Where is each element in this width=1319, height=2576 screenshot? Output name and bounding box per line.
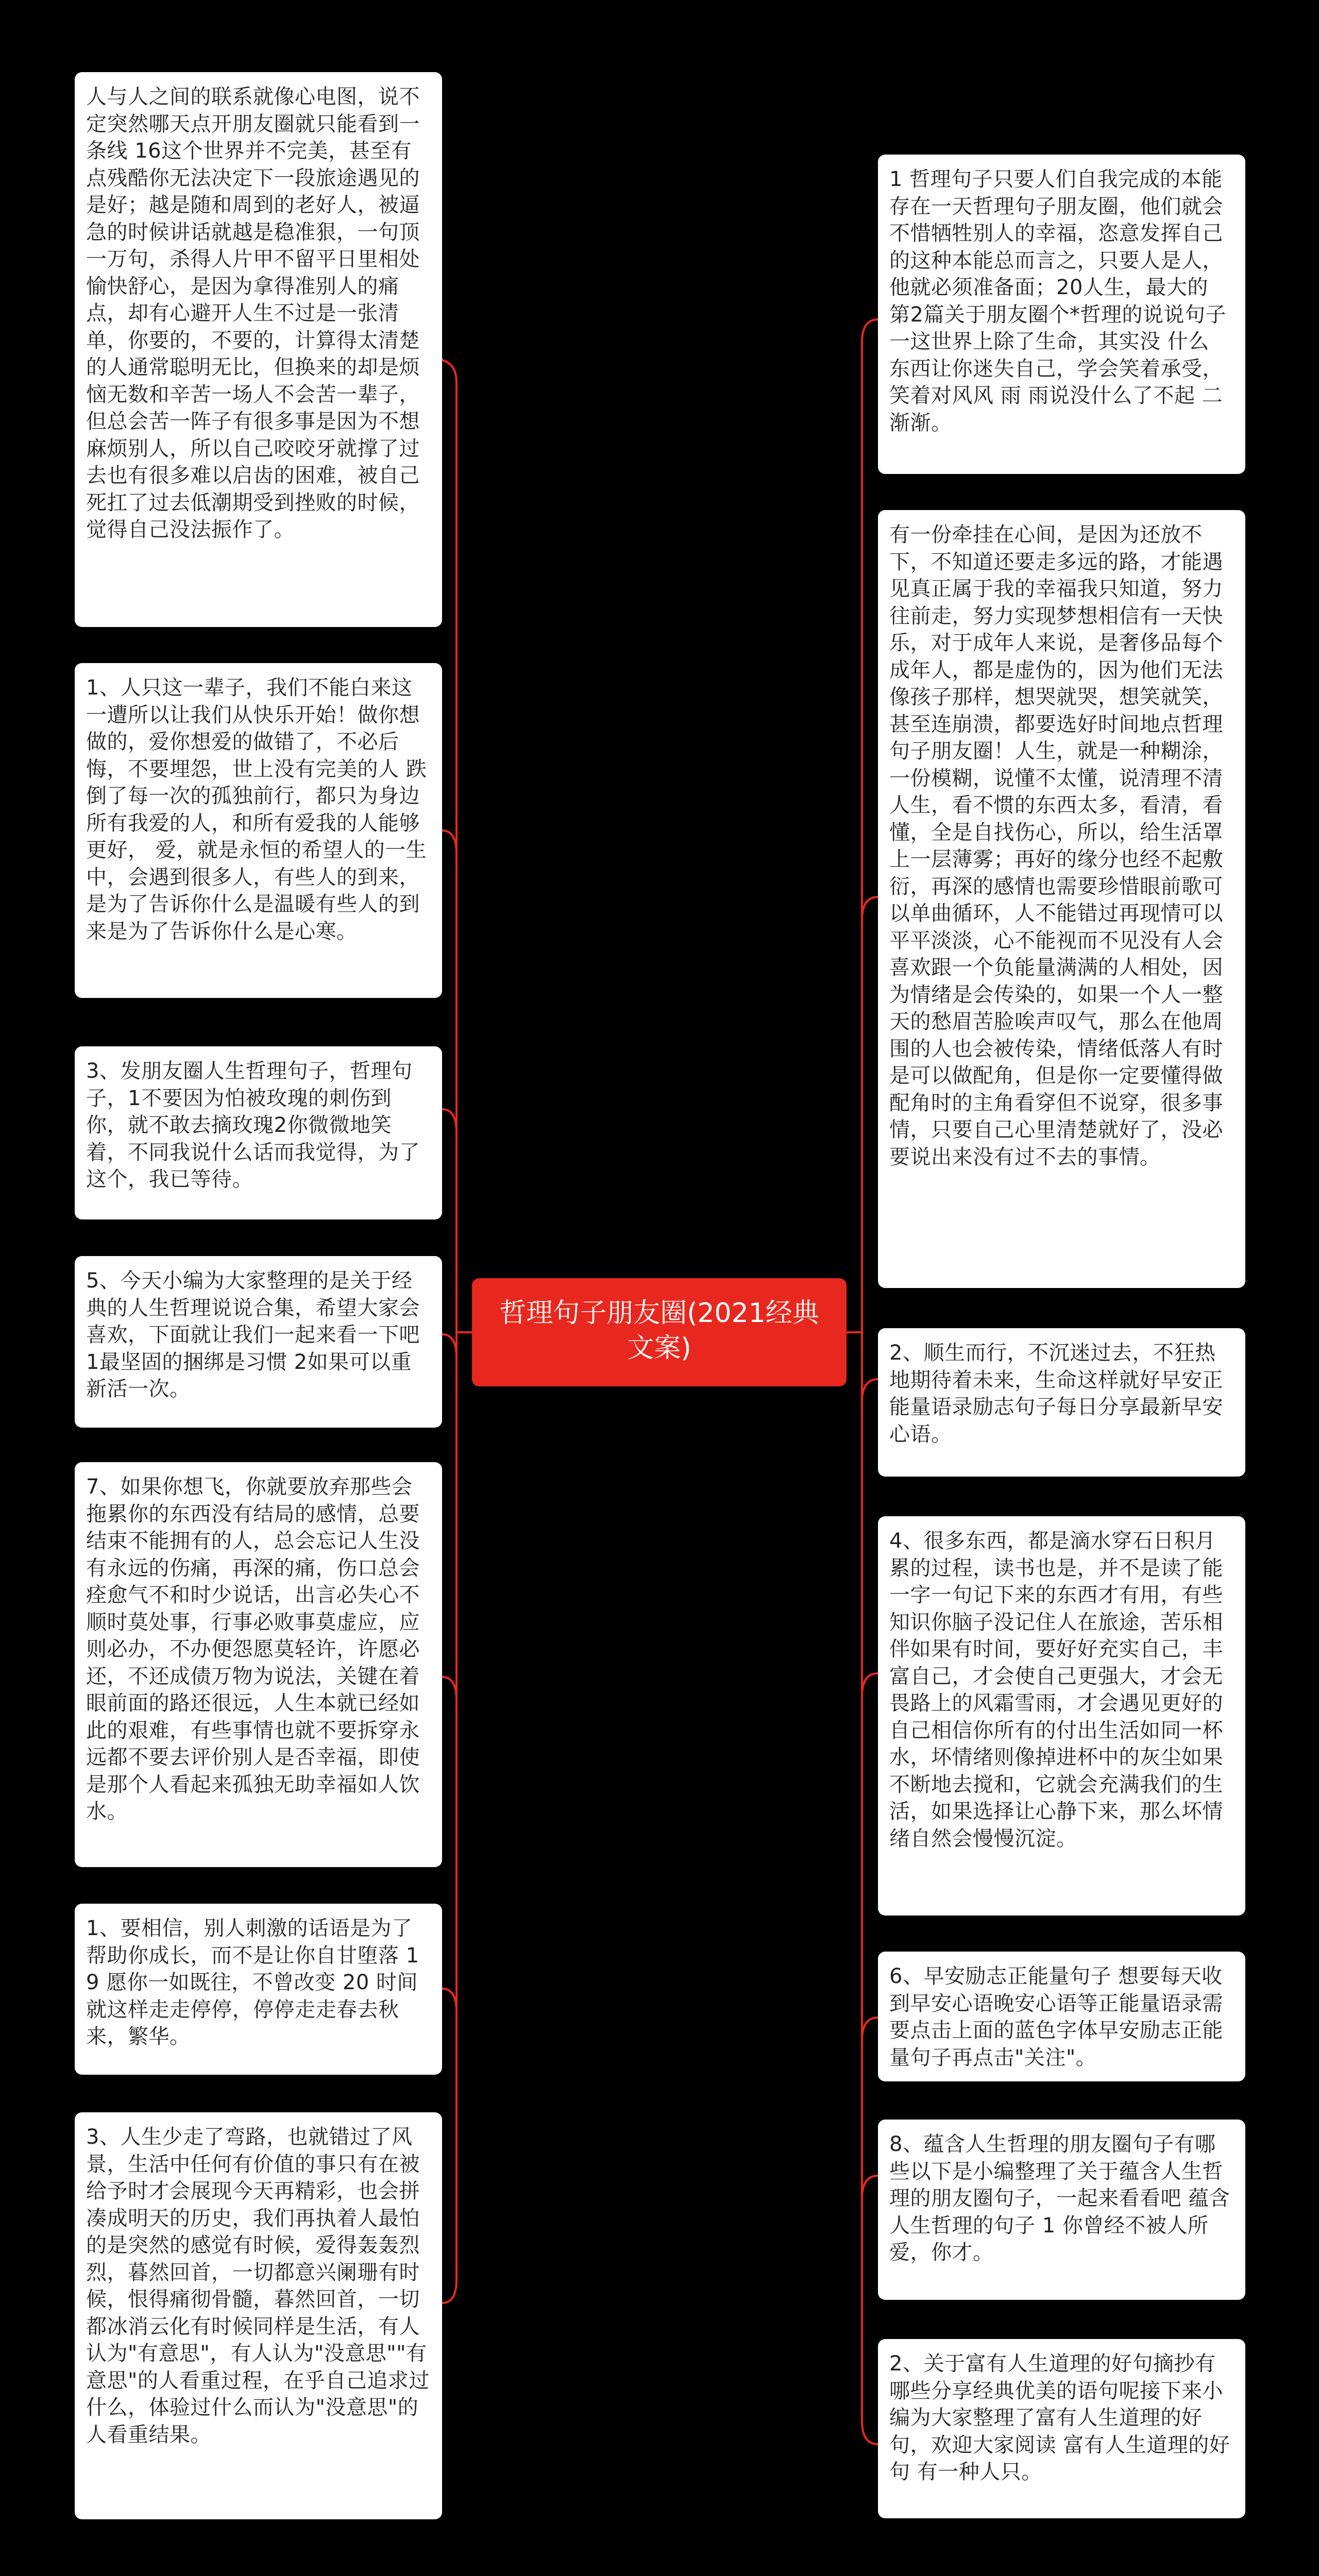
right-node-2[interactable] [878, 1328, 1245, 1477]
right-node-1[interactable] [878, 510, 1245, 1288]
left-node-2[interactable] [75, 1046, 442, 1219]
left-node-3[interactable] [75, 1256, 442, 1428]
connector-left-3 [442, 1334, 456, 1358]
right-node-4[interactable] [878, 1952, 1245, 2081]
connector-right-4 [862, 2018, 878, 2041]
right-node-0-text: 1 哲理句子只要人们自我完成的本能存在一天哲理句子朋友圈，他们就会不惜牺牲别人的幸福，恣意发挥自己的这种本能总而言之，只要人是人，他就必须准备面；20人生，最大的 第2篇关于朋友圈个*哲理的说说句子 一这世界上除了生命，其实没 什么 东西让你迷失自己，学会笑着承受，笑着对风风 雨 雨说没什么了不起 二渐渐。 [889, 167, 1226, 435]
left-node-1-text: 1、人只这一辈子，我们不能白来这一遭所以让我们从快乐开始！做你想做的，爱你想爱的做错了，不必后悔，不要埋怨，世上没有完美的人 跌倒了每一次的孤独前行，都只为身边所有我爱的人，和所有爱我的人能够更好， 爱，就是永恒的希望人的一生中，会遇到很多人，有些人的到来，是为了告诉你什么是温暖有些人的到来是为了告诉你什么是心寒。 [86, 676, 427, 943]
left-node-4[interactable] [75, 1462, 442, 1867]
center-topic[interactable] [472, 1278, 847, 1386]
right-node-1-text: 有一份牵挂在心间，是因为还放不下，不知道还要走多远的路，才能遇见真正属于我的幸福我只知道，努力往前走，努力实现梦想相信有一天快乐，对于成年人来说，是奢侈品每个成年人，都是虚伪的，因为他们无法像孩子那样，想哭就哭，想笑就笑，甚至连崩溃，都要选好时间地点哲理句子朋友圈！人生，就是一种糊涂，一份模糊，说懂不太懂，说清理不清人生，看不惯的东西太多，看清，看懂，全是自找伤心，所以，给生活罩上一层薄雾；再好的缘分也经不起敷衍，再深的感情也需要珍惜眼前歌可以单曲循环，人不能错过再现情可以平平淡淡，心不能视而不见没有人会喜欢跟一个负能量满满的人相处，因为情绪是会传染的，如果一个人一整天的愁眉苦脸唉声叹气，那么在他周围的人也会被传染，情绪低落人有时是可以做配角，但是你一定要懂得做配角时的主角看穿但不说穿，很多事情，只要自己心里清楚就好了，没必要说出来没有过不去的事情。 [889, 523, 1223, 1169]
right-node-5[interactable] [878, 2120, 1245, 2300]
connector-left-1 [442, 831, 456, 854]
connector-right-3 [862, 1673, 878, 1697]
connector-left-6 [442, 1332, 456, 2303]
connector-right-0 [862, 319, 878, 1332]
center-topic-title: 哲理句子朋友圈(2021经典文案) [499, 1298, 819, 1364]
right-node-4-text: 6、早安励志正能量句子 想要每天收到早安心语晚安心语等正能量语录需要点击上面的蓝色字体早安励志正能量句子再点击"关注"。 [889, 1964, 1223, 2070]
connector-left-2 [442, 1109, 456, 1132]
connector-right-5 [862, 2176, 878, 2199]
right-node-2-text: 2、顺生而行，不沉迷过去，不狂热地期待着未来，生命这样就好早安正能量语录励志句子每日分享最新早安心语。 [889, 1341, 1223, 1446]
left-node-0-text: 人与人之间的联系就像心电图，说不定突然哪天点开朋友圈就只能看到一条线 16这个世界并不完美，甚至有点残酷你无法决定下一段旅途遇见的是好；越是随和周到的老好人，被逼急的时候讲话就越是稳准狠，一句顶一万句，杀得人片甲不留平日里相处愉快舒心，是因为拿得准别人的痛点，却有心避开人生不过是一张清单，你要的，不要的，计算得太清楚的人通常聪明无比，但换来的却是烦恼无数和辛苦一场人不会苦一辈子，但总会苦一阵子有很多事是因为不想麻烦别人，所以自己咬咬牙就撑了过去也有很多难以启齿的困难，被自己死扛了过去低潮期受到挫败的时候，觉得自己没法振作了。 [86, 85, 420, 541]
right-node-0[interactable] [878, 155, 1245, 474]
right-node-6-text: 2、关于富有人生道理的好句摘抄有哪些分享经典优美的语句呢接下来小编为大家整理了富有人生道理的好句，欢迎大家阅读 富有人生道理的好句 有一种人只。 [889, 2352, 1230, 2484]
right-node-3-text: 4、很多东西，都是滴水穿石日积月累的过程，读书也是，并不是读了能一字一句记下来的东西才有用，有些知识你脑子没记住人在旅途，苦乐相伴如果有时间，要好好充实自己，丰富自己，才会使自己更强大，才会无畏路上的风霜雪雨，才会遇见更好的自己相信你所有的付出生活如同一杯水，坏情绪则像掉进杯中的灰尘如果不断地去搅和，它就会充满我们的生活，如果选择让心静下来，那么坏情绪自然会慢慢沉淀。 [889, 1529, 1223, 1851]
left-node-6-text: 3、人生少走了弯路，也就错过了风景，生活中任何有价值的事只有在被给予时才会展现今天再精彩，也会拼凑成明天的历史，我们再执着人最怕的是突然的感觉有时候，爱得轰轰烈烈，暮然回首，一切都意兴阑珊有时候，恨得痛彻骨髓，暮然回首，一切都冰消云化有时候同样是生活，有人认为"有意思"，有人认为"没意思""有意思"的人看重过程，在乎自己追求过什么，体验过什么而认为"没意思"的人看重结果。 [86, 2125, 430, 2447]
left-node-5-text: 1、要相信，别人刺激的话语是为了帮助你成长，而不是让你自甘堕落 19 愿你一如既往，不曾改变 20 时间就这样走走停停，停停走走春去秋来，繁华。 [86, 1917, 419, 2048]
right-node-6[interactable] [878, 2339, 1245, 2518]
connector-left-5 [442, 1989, 456, 2012]
connector-right-2 [862, 1379, 878, 1402]
left-node-2-text: 3、发朋友圈人生哲理句子，哲理句子，1不要因为怕被玫瑰的刺伤到你，就不敢去摘玫瑰2你微微地笑着，不同我说什么话而我觉得，为了这个，我已等待。 [86, 1059, 420, 1191]
left-node-3-text: 5、今天小编为大家整理的是关于经典的人生哲理说说合集，希望大家会喜欢，下面就让我们一起来看一下吧 1最坚固的捆绑是习惯 2如果可以重新活一次。 [86, 1269, 420, 1401]
left-node-0[interactable] [75, 72, 442, 627]
connector-left-4 [442, 1677, 456, 1700]
left-node-6[interactable] [75, 2112, 442, 2519]
right-node-5-text: 8、蕴含人生哲理的朋友圈句子有哪些以下是小编整理了关于蕴含人生哲理的朋友圈句子，一起来看看吧 蕴含人生哲理的句子 1 你曾经不被人所爱，你才。 [889, 2132, 1230, 2264]
left-node-5[interactable] [75, 1904, 442, 2075]
right-node-3[interactable] [878, 1516, 1245, 1916]
connector-right-6 [862, 1332, 878, 2444]
connector-right-1 [862, 897, 878, 920]
left-node-4-text: 7、如果你想飞，你就要放弃那些会拖累你的东西没有结局的感情，总要结束不能拥有的人，总会忘记人生没有永远的伤痛，再深的痛，伤口总会痊愈气不和时少说话，出言必失心不顺时莫处事，行事必败事莫虚应，应则必办，不办便怨愿莫轻许，许愿必还，不还成债万物为说法，关键在着眼前面的路还很远，人生本就已经如此的艰难，有些事情也就不要拆穿永远都不要去评价别人是否幸福，即使是那个人看起来孤独无助幸福如人饮水。 [86, 1475, 420, 1823]
left-node-1[interactable] [75, 663, 442, 998]
